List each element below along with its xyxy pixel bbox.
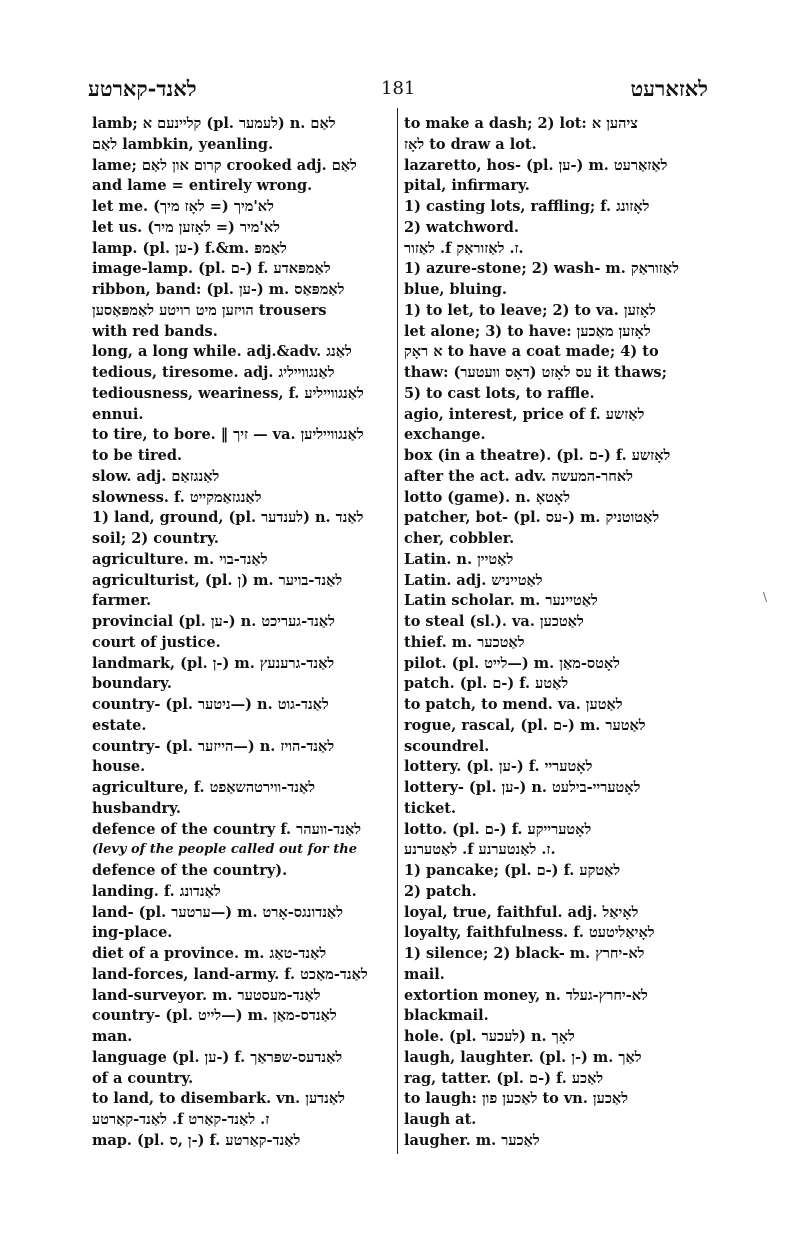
left-column-line: let me. (לאָז מיך =) לא'מיך <box>92 198 274 215</box>
left-column-line: husbandry. <box>92 799 181 817</box>
right-column-line: laugh, laughter. (pl. ן-) m. לאַך <box>404 1048 642 1066</box>
right-column-line: blackmail. <box>404 1007 489 1025</box>
left-column-line: ribbon, band: (pl. ען-) m. לאַמפּאַס <box>92 281 345 298</box>
right-column-line: extortion money, n. לא-יחרץ-געלד <box>404 986 648 1004</box>
right-column-line: to steal (sl.). va. לאַטכען <box>404 613 584 630</box>
left-column-line: estate. <box>92 716 147 734</box>
left-column-line: ing-place. <box>92 924 173 942</box>
left-column-line: land-forces, land-army. f. לאַנד-מאַכט <box>92 965 368 983</box>
right-column-line: to laugh: לאַכען פון to vn. לאַכען <box>404 1090 629 1108</box>
right-column-line: let alone; 3) to have: לאָזען מאַכען <box>404 322 651 340</box>
right-column-line: laugh at. <box>404 1111 477 1128</box>
left-column-line: map. (pl. ן ,ס-) f. לאַנד-קאַרטע <box>92 1131 301 1149</box>
left-column-line: image-lamp. (pl. ם-) f. לאַמפּאדע <box>92 260 331 278</box>
right-column-line: to patch, to mend. va. לאַטען <box>404 696 623 713</box>
left-column-line: language (pl. ען-) f. לאַנדעס-שפּראַך <box>92 1048 343 1066</box>
left-column-line: farmer. <box>92 592 152 610</box>
right-column-line: blue, bluing. <box>404 281 507 298</box>
right-column-line: lazaretto, hos- (pl. ען-) m. לאַזאַרעט <box>404 156 668 174</box>
left-column-line: land- (pl. ערטער—) m. לאַנדונגס-אָרט <box>92 903 343 921</box>
left-column-line: הויזען מיט רויטע לאַמפּאַסען trousers <box>92 301 327 319</box>
right-column-line: loyalty, faithfulness. f. לאָיאַליטעט <box>404 924 655 942</box>
right-column-line: rogue, rascal, (pl. ם-) m. לאַטער <box>404 716 646 734</box>
right-column-line: loyal, true, faithful. adj. לאָיאַל <box>404 903 639 921</box>
left-column-line: country- (pl. לייט—) m. לאַנדס-מאַן <box>92 1007 337 1025</box>
left-column-line: לאַם lambkin, yeanling. <box>92 135 274 153</box>
right-column-line: rag, tatter. (pl. ם-) f. לאַכע <box>404 1069 604 1087</box>
left-column-line: slowness. f. לאַנגזאַמקייט <box>92 488 262 506</box>
margin-mark: \ <box>763 590 768 604</box>
right-column-line: 5) to cast lots, to raffle. <box>404 384 595 402</box>
page-header <box>88 72 708 106</box>
right-column-line: after the act. adv. לאחר-המעשה <box>404 467 633 485</box>
left-column-line: lame; קרום און לאַם crooked adj. לאַם <box>92 156 357 174</box>
left-column-line: land-surveyor. m. לאַנד-מעסטער <box>92 986 321 1004</box>
right-column-line: cher, cobbler. <box>404 530 515 547</box>
left-column-line: to tire, to bore. ‖ זיך — va. לאַנגווייליען <box>92 426 364 444</box>
right-column-line: לאַזור .f ז. לאַזוראַק. <box>404 239 524 257</box>
right-column-line: lotto (game). n. לאָטאָ <box>404 488 571 506</box>
right-column <box>404 114 702 1152</box>
left-column-line: לאַנד-קאַרטע .f ז. לאַנד-קאַרט <box>92 1111 270 1128</box>
right-column-line: agio, interest, price of f. לאַזשע <box>404 405 645 423</box>
right-column-line: 1) to let, to leave; 2) to va. לאָזען <box>404 301 656 319</box>
left-column-line: lamp. (pl. ען-) f.&m. לאַמפּ <box>92 239 287 257</box>
right-column-line: lottery- (pl. ען-) n. לאָטעריי-בילעט <box>404 779 641 796</box>
right-column-line: Latin. n. לאַטיין <box>404 550 514 568</box>
right-column-line: exchange. <box>404 426 486 444</box>
right-column-line: scoundrel. <box>404 737 490 755</box>
right-column-line: 2) watchword. <box>404 218 519 236</box>
left-column-line: provincial (pl. ען-) n. לאַנד-געריכט <box>92 613 335 630</box>
right-column-line: א ראָק to have a coat made; 4) to <box>404 343 659 361</box>
right-column-line: to make a dash; 2) lot: ציהען א <box>404 115 638 132</box>
left-column-line: to land, to disembark. vn. לאַנדען <box>92 1090 345 1108</box>
right-column-line: thief. m. לאַטכער <box>404 633 525 651</box>
right-column-line: לאַטערנע .f ז. לאַנטערנע. <box>404 841 556 859</box>
left-column-line: tedious, tiresome. adj. לאַנגווייליג <box>92 364 335 381</box>
left-column-line: landing. f. לאַנדונג <box>92 882 221 900</box>
left-column-line: court of justice. <box>92 633 221 651</box>
left-column-line: country- (pl. ניטער—) n. לאַנד-גוט <box>92 696 329 713</box>
right-column-line: 1) azure-stone; 2) wash- m. לאַזוראַק <box>404 260 679 278</box>
left-column-line: of a country. <box>92 1069 194 1087</box>
right-column-line: mail. <box>404 965 445 983</box>
right-column-line: lottery. (pl. ען-) f. לאָטעריי <box>404 758 593 776</box>
left-column-line: soil; 2) country. <box>92 530 219 547</box>
right-column-line: patch. (pl. ם-) f. לאַטע <box>404 675 569 693</box>
left-column-line: to be tired. <box>92 447 183 464</box>
left-column-line: boundary. <box>92 675 172 693</box>
left-column-line: man. <box>92 1028 133 1045</box>
left-column-line: long, a long while. adj.&adv. לאַנג <box>92 343 352 361</box>
left-column-line: defence of the country). <box>92 862 288 879</box>
header-left-guide-word: לאנד-קארטע <box>88 76 197 101</box>
left-column-line: agriculture, f. לאַנד-ווירטהשאַפט <box>92 779 316 796</box>
left-column-line: diet of a province. m. לאַנד-טאַג <box>92 945 327 962</box>
right-column-line: 1) casting lots, raffling; f. לאָזונג <box>404 198 650 215</box>
right-column-line: thaw: עס לאָזט (דאָס וועטער) it thaws; <box>404 364 667 381</box>
right-column-line: box (in a theatre). (pl. ם-) f. לאָזשע <box>404 447 671 464</box>
left-column-line: 1) land, ground, (pl. לענדער) n. לאַנד <box>92 509 364 527</box>
right-column-line: laugher. m. לאַכער <box>404 1131 540 1149</box>
right-column-line: pital, infirmary. <box>404 177 530 195</box>
left-column-line: tediousness, weariness, f. לאַנגווייליע <box>92 384 364 402</box>
right-column-line: Latin. adj. לאַטייניש <box>404 571 543 589</box>
right-column-line: ticket. <box>404 799 457 817</box>
right-column-line: 2) patch. <box>404 882 477 900</box>
right-column-line: Latin scholar. m. לאַטיינער <box>404 592 598 610</box>
left-column-line: ennui. <box>92 405 144 423</box>
right-column-line: 1) pancake; (pl. ם-) f. לאַטקע <box>404 862 621 879</box>
column-divider <box>397 108 398 1154</box>
right-column-line: לאָז to draw a lot. <box>404 135 537 153</box>
left-column-line: agriculture. m. לאַנד-בוי <box>92 550 268 568</box>
left-column-line: house. <box>92 758 146 776</box>
right-column-line: pilot. (pl. לייט—) m. לאָטס-מאַן <box>404 654 620 672</box>
page-number: 181 <box>381 78 416 99</box>
left-column-line: and lame = entirely wrong. <box>92 177 313 195</box>
left-column-line: landmark, (pl. ן-) m. לאַנד-גרענעץ <box>92 654 335 672</box>
left-column-line: lamb; קליינעם א (pl. לעמער) n. לאַם <box>92 115 336 132</box>
left-column-line: (levy of the people called out for the <box>92 842 358 858</box>
left-column-line: let us. (לאָזען מיר =) לא'מיר <box>92 218 280 236</box>
left-column-line: with red bands. <box>92 322 218 340</box>
right-column-line: 1) silence; 2) black- m. לא-יחרץ <box>404 945 645 962</box>
header-right-guide-word: לאזארעט <box>630 76 708 101</box>
left-column <box>92 114 390 1152</box>
left-column-line: defence of the country f. לאַנד-וועהר <box>92 820 362 838</box>
right-column-line: patcher, bot- (pl. עס-) m. לאַטוטניק <box>404 509 660 527</box>
right-column-line: lotto. (pl. ם-) f. לאָטערייקע <box>404 820 592 838</box>
left-column-line: slow. adj. לאַנגזאַם <box>92 467 220 485</box>
left-column-line: country- (pl. הייזער—) n. לאַנד-הויז <box>92 737 335 755</box>
right-column-line: hole. (pl. לעכער) n. לאָך <box>404 1028 575 1045</box>
left-column-line: agriculturist, (pl. ן) m. לאַנד-בויער <box>92 571 343 589</box>
